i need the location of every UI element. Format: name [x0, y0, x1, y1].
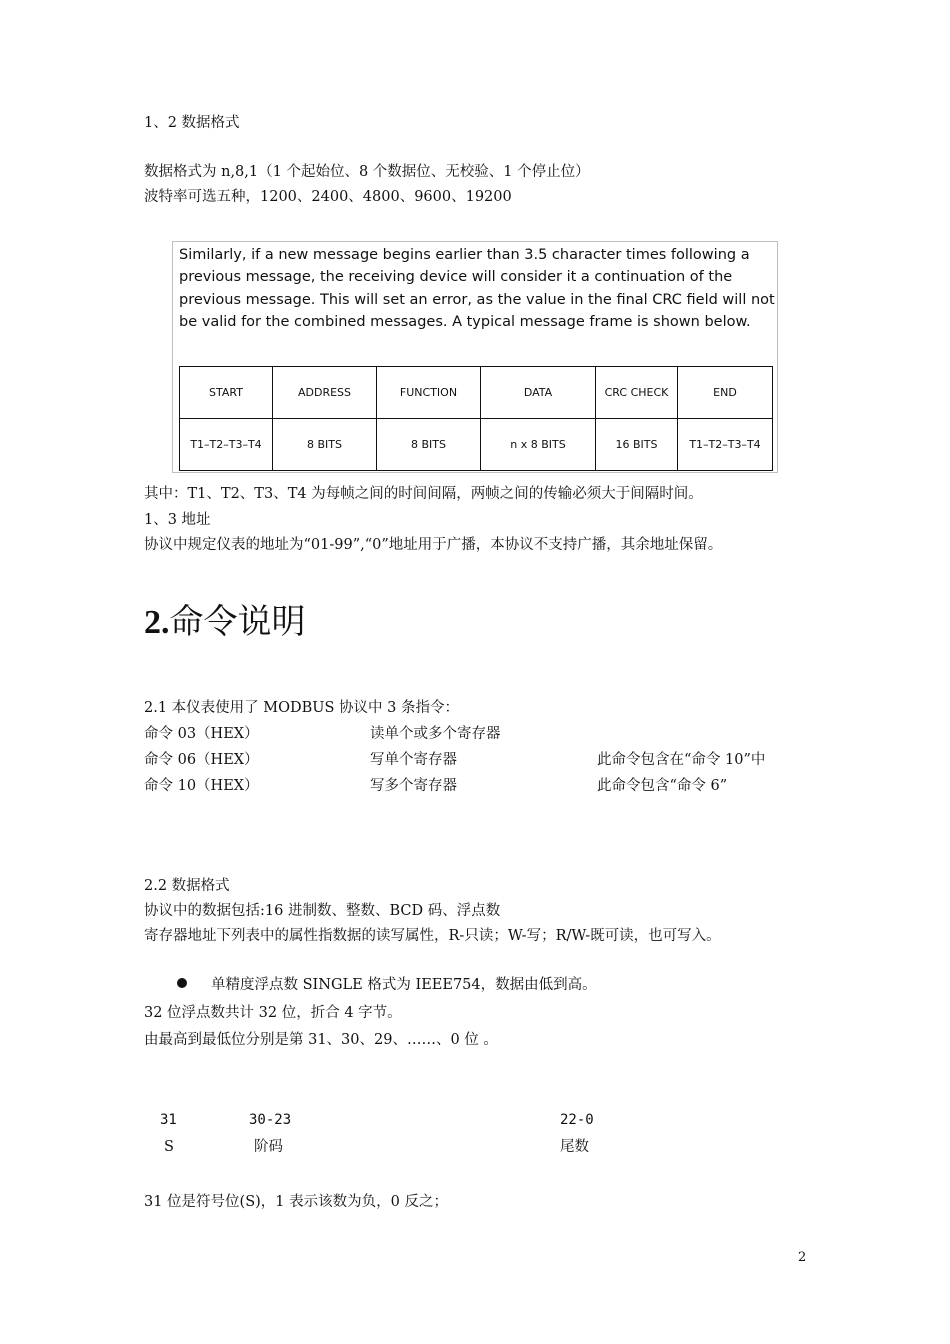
- frame-header-cell: FUNCTION: [377, 367, 481, 419]
- baud-rate-line: 波特率可选五种，1200、2400、4800、9600、19200: [144, 189, 512, 205]
- frame-header-cell: ADDRESS: [273, 367, 377, 419]
- message-frame-figure: [172, 241, 778, 473]
- frame-header-cell: END: [678, 367, 773, 419]
- frame-value-cell: 16 BITS: [596, 419, 678, 471]
- sign-bit-note: 31 位是符号位(S)，1 表示该数为负，0 反之；: [144, 1194, 448, 1210]
- frame-header-row: [180, 367, 773, 419]
- section-1-2-heading: 1、2 数据格式: [144, 115, 240, 131]
- bit-range-exponent: 30-23: [249, 1112, 292, 1128]
- frame-header-cell: CRC CHECK: [596, 367, 678, 419]
- section-2-title: 命令说明: [169, 602, 306, 642]
- frame-interval-note: 其中：T1、T2、T3、T4 为每帧之间的时间间隔，两帧之间的传输必须大于间隔时间。: [144, 486, 703, 502]
- command-description: 写多个寄存器: [370, 778, 457, 794]
- section-2-2-heading: 2.2 数据格式: [144, 878, 230, 894]
- bullet-icon: [177, 978, 187, 988]
- frame-value-cell: T1–T2–T3–T4: [180, 419, 273, 471]
- page-number: 2: [798, 1250, 807, 1265]
- address-rule-text: 协议中规定仪表的地址为“01-99”,“0”地址用于广播，本协议不支持广播，其余地址保留。: [144, 537, 723, 553]
- float-format-bullet-text: 单精度浮点数 SINGLE 格式为 IEEE754，数据由低到高。: [211, 977, 597, 993]
- frame-value-cell: T1–T2–T3–T4: [678, 419, 773, 471]
- frame-value-row: [180, 419, 773, 471]
- section-2-number: 2.: [144, 604, 170, 641]
- figure-paragraph: Similarly, if a new message begins earlier than 3.5 character times following a previous message, the receiving device will consider it a continuation of the previous message. This will set an error, as the value in the final CRC field will not be valid for the combined messages. A typical message frame is shown below.: [179, 247, 775, 330]
- command-description: 写单个寄存器: [370, 752, 457, 768]
- frame-value-cell: n x 8 BITS: [481, 419, 596, 471]
- field-exponent: 阶码: [254, 1139, 283, 1155]
- field-sign: S: [164, 1139, 174, 1155]
- command-code: 命令 06（HEX）: [144, 752, 259, 768]
- frame-value-cell: 8 BITS: [377, 419, 481, 471]
- section-2-1-intro: 2.1 本仪表使用了 MODBUS 协议中 3 条指令：: [144, 700, 459, 716]
- bit-range-sign: 31: [160, 1112, 177, 1128]
- bit-range-mantissa: 22-0: [560, 1112, 594, 1128]
- message-frame-table: [179, 366, 773, 471]
- data-format-line: 数据格式为 n,8,1（1 个起始位、8 个数据位、无校验、1 个停止位）: [144, 164, 590, 180]
- register-attribute-line: 寄存器地址下列表中的属性指数据的读写属性，R-只读；W-写；R/W-既可读，也可写入。: [144, 928, 721, 944]
- frame-header-cell: DATA: [481, 367, 596, 419]
- float-size-line: 32 位浮点数共计 32 位，折合 4 字节。: [144, 1005, 402, 1021]
- section-2-heading: [144, 600, 306, 645]
- frame-header-cell: START: [180, 367, 273, 419]
- field-mantissa: 尾数: [560, 1139, 589, 1155]
- section-1-3-heading: 1、3 地址: [144, 512, 211, 528]
- data-types-line: 协议中的数据包括:16 进制数、整数、BCD 码、浮点数: [144, 903, 501, 919]
- bit-order-line: 由最高到最低位分别是第 31、30、29、……、0 位 。: [144, 1032, 498, 1048]
- command-note: 此命令包含“命令 6”: [597, 778, 728, 794]
- command-code: 命令 10（HEX）: [144, 778, 259, 794]
- command-description: 读单个或多个寄存器: [370, 726, 501, 742]
- command-code: 命令 03（HEX）: [144, 726, 259, 742]
- command-note: 此命令包含在“命令 10”中: [597, 752, 766, 768]
- frame-value-cell: 8 BITS: [273, 419, 377, 471]
